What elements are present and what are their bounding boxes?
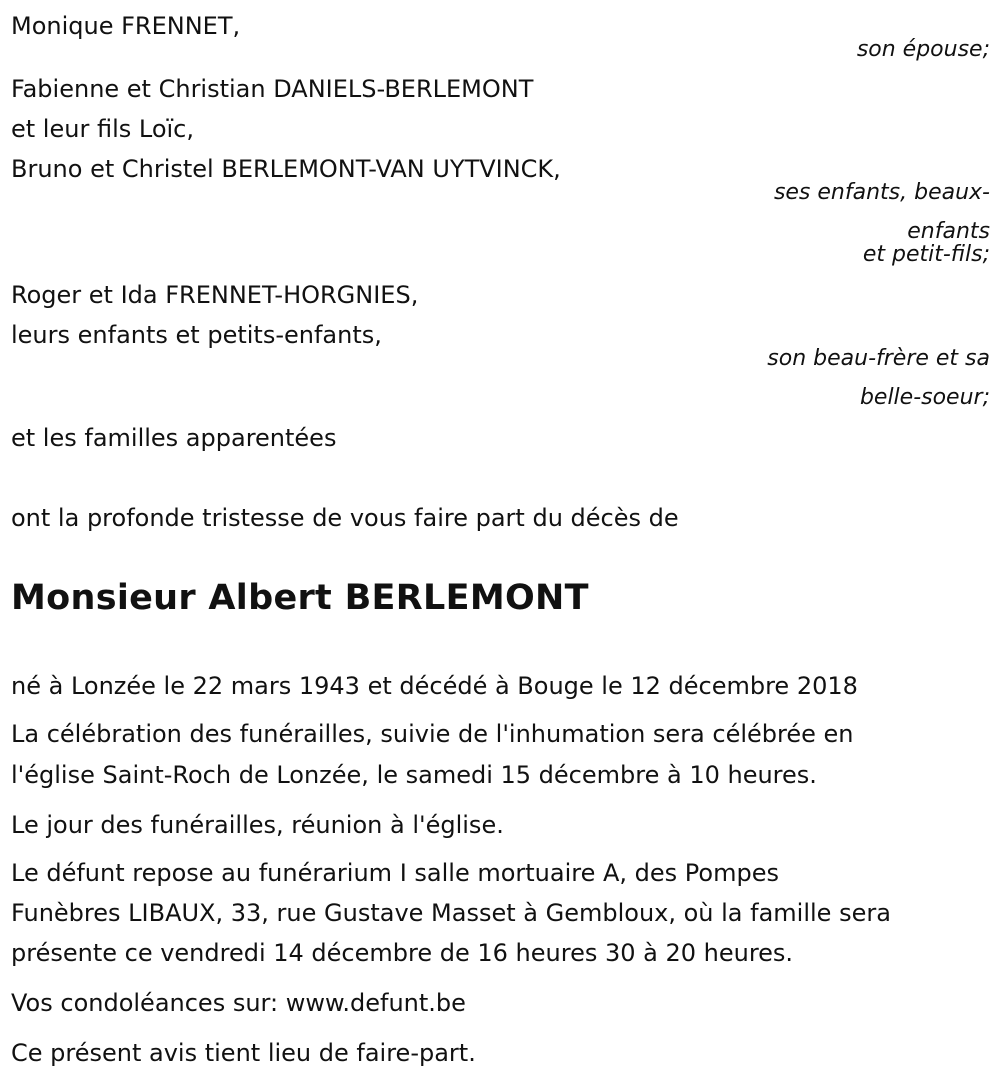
inlaws-line-1: Roger et Ida FRENNET-HORGNIES,	[11, 281, 419, 309]
related-families: et les familles apparentées	[11, 424, 337, 452]
ceremony-line-2: l'église Saint-Roch de Lonzée, le samedi 15 décembre à 10 heures.	[11, 761, 817, 789]
deceased-name: Monsieur Albert BERLEMONT	[11, 578, 589, 618]
rest-line-1: Le défunt repose au funérarium I salle mortuaire A, des Pompes	[11, 859, 779, 887]
meeting-info: Le jour des funérailles, réunion à l'église.	[11, 811, 504, 839]
spouse-role: son épouse;	[856, 37, 990, 62]
children-role-line-3: et petit-fils;	[862, 242, 990, 267]
rest-line-2: Funèbres LIBAUX, 33, rue Gustave Masset à Gembloux, où la famille sera	[11, 899, 891, 927]
inlaws-line-2: leurs enfants et petits-enfants,	[11, 321, 382, 349]
inlaws-role-line-2: belle-soeur;	[859, 385, 990, 410]
notice: Ce présent avis tient lieu de faire-part.	[11, 1039, 476, 1067]
children-role-line-2: enfants	[907, 219, 990, 244]
ceremony-line-1: La célébration des funérailles, suivie de l'inhumation sera célébrée en	[11, 720, 854, 748]
spouse-name: Monique FRENNET,	[11, 12, 241, 40]
announcement: ont la profonde tristesse de vous faire part du décès de	[11, 504, 679, 532]
condolences: Vos condoléances sur: www.defunt.be	[11, 989, 466, 1017]
children-line-2: et leur fils Loïc,	[11, 115, 194, 143]
children-line-1: Fabienne et Christian DANIELS-BERLEMONT	[11, 75, 534, 103]
rest-line-3: présente ce vendredi 14 décembre de 16 heures 30 à 20 heures.	[11, 939, 794, 967]
children-line-3: Bruno et Christel BERLEMONT-VAN UYTVINCK,	[11, 155, 561, 183]
inlaws-role-line-1: son beau-frère et sa	[767, 346, 990, 371]
children-role-line-1: ses enfants, beaux-	[773, 180, 990, 205]
birth-death: né à Lonzée le 22 mars 1943 et décédé à Bouge le 12 décembre 2018	[11, 672, 858, 700]
